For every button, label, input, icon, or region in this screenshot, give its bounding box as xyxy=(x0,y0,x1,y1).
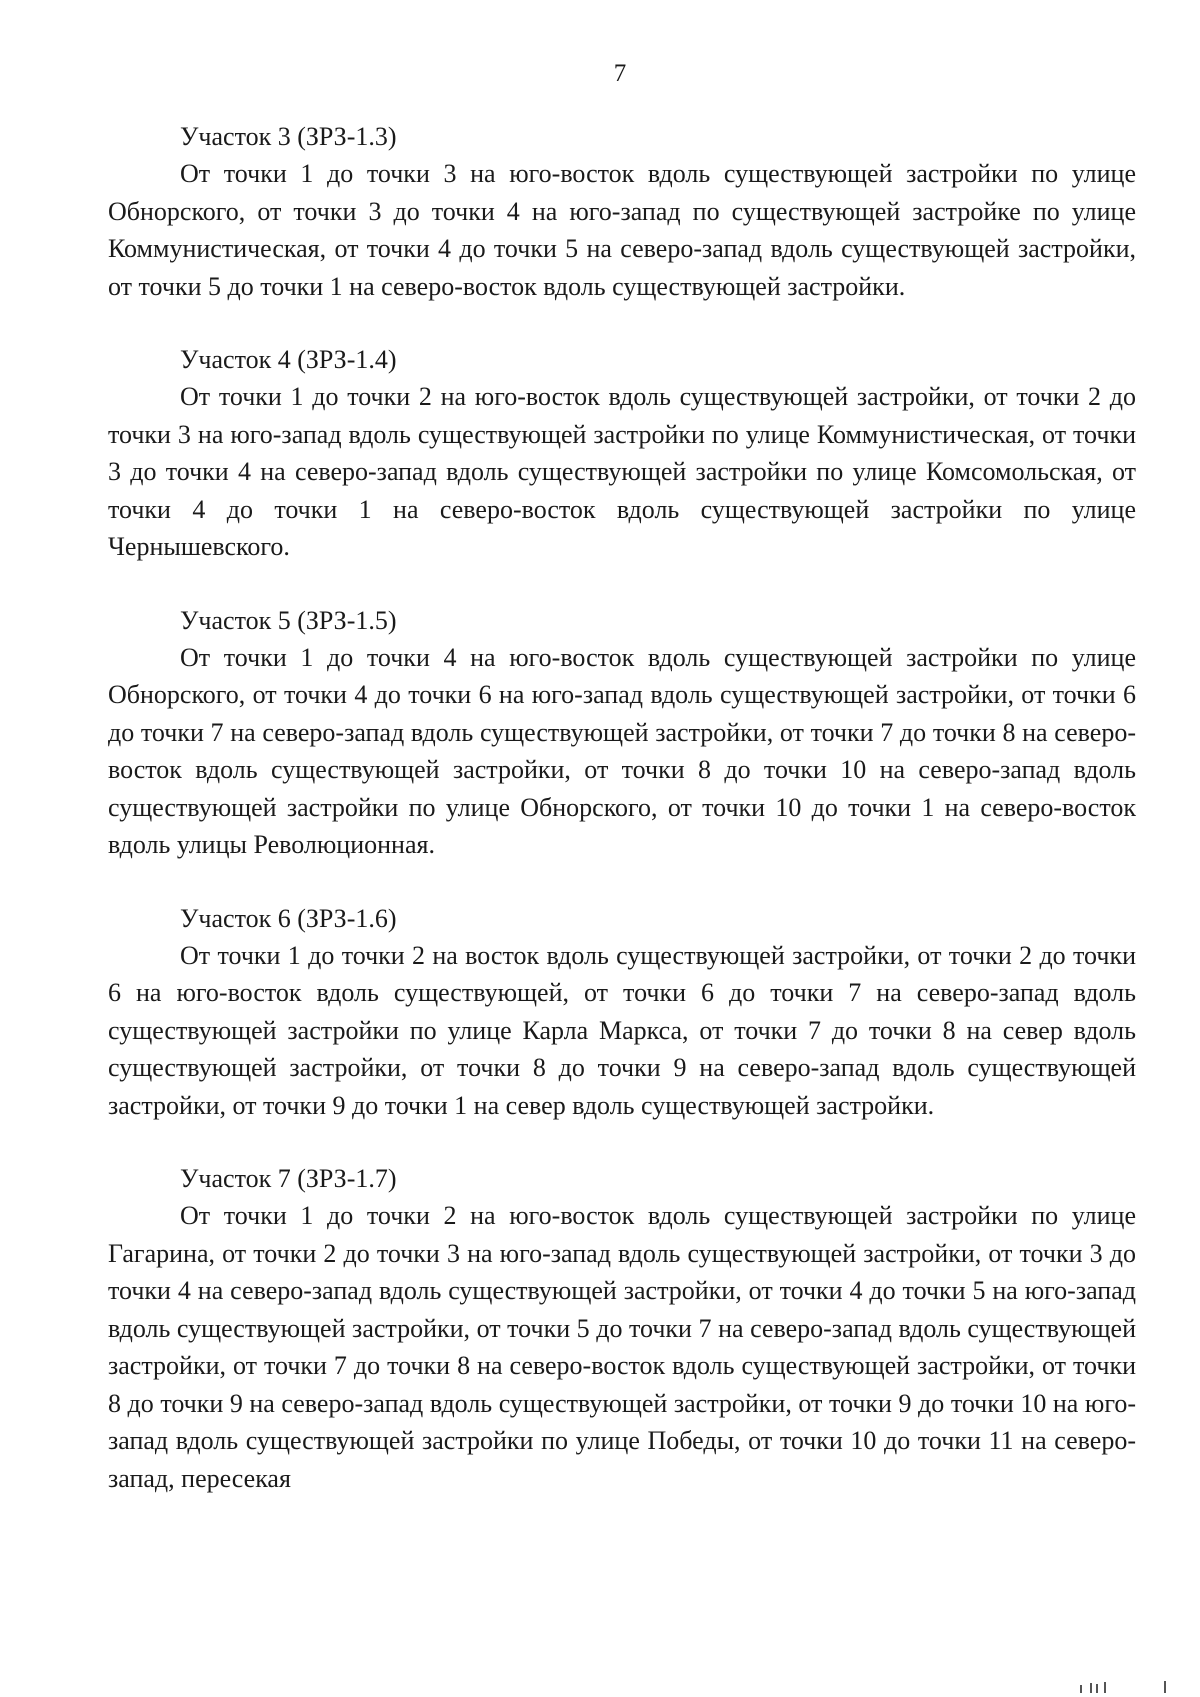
section-body: От точки 1 до точки 2 на юго-восток вдоль существующей застройки, от точки 2 до точки 3 на юго-запад вдоль существующей застройки по улице Коммунистическая, от точки 3 до точки 4 на северо-запад вдоль существующей застройки по улице Комсомольская, от точки 4 до точки 1 на северо-восток вдоль существующей застройки по улице Чернышевского. xyxy=(108,382,1136,561)
section-plot-5 xyxy=(108,602,1136,864)
section-plot-3 xyxy=(108,118,1136,305)
scan-artifact-marks xyxy=(1060,1677,1180,1697)
section-plot-7 xyxy=(108,1160,1136,1497)
section-heading: Участок 6 (ЗРЗ-1.6) xyxy=(180,903,397,933)
section-plot-6 xyxy=(108,900,1136,1125)
section-body: От точки 1 до точки 2 на восток вдоль существующей застройки, от точки 2 до точки 6 на юго-восток вдоль существующей, от точки 6 до точки 7 на северо-запад вдоль существующей застройки по улице Карла Маркса, от точки 7 до точки 8 на север вдоль существующей застройки, от точки 8 до точки 9 на северо-запад вдоль существующей застройки, от точки 9 до точки 1 на север вдоль существующей застройки. xyxy=(108,940,1136,1120)
section-body: От точки 1 до точки 4 на юго-восток вдоль существующей застройки по улице Обнорского, от точки 4 до точки 6 на юго-запад вдоль существующей застройки, от точки 6 до точки 7 на северо-запад вдоль существующей застройки, от точки 7 до точки 8 на северо-восток вдоль существующей застройки, от точки 8 до точки 10 на северо-запад вдоль существующей застройки по улице Обнорского, от точки 10 до точки 1 на северо-восток вдоль улицы Революционная. xyxy=(108,642,1136,859)
section-heading: Участок 4 (ЗРЗ-1.4) xyxy=(180,345,397,374)
document-content xyxy=(108,118,1136,1533)
section-heading: Участок 5 (ЗРЗ-1.5) xyxy=(180,605,397,635)
section-heading: Участок 3 (ЗРЗ-1.3) xyxy=(180,122,397,151)
section-plot-4 xyxy=(108,341,1136,566)
section-body: От точки 1 до точки 3 на юго-восток вдоль существующей застройки по улице Обнорского, от точки 3 до точки 4 на юго-запад по существующей застройке по улице Коммунистическая, от точки 4 до точки 5 на северо-запад вдоль существующей застройки, от точки 5 до точки 1 на северо-восток вдоль существующей застройки. xyxy=(108,159,1136,301)
section-heading: Участок 7 (ЗРЗ-1.7) xyxy=(180,1164,397,1193)
page-number: 7 xyxy=(613,60,627,87)
section-body: От точки 1 до точки 2 на юго-восток вдоль существующей застройки по улице Гагарина, от точки 2 до точки 3 на юго-запад вдоль существующей застройки, от точки 3 до точки 4 на северо-запад вдоль существующей застройки, от точки 4 до точки 5 на юго-запад вдоль существующей застройки, от точки 5 до точки 7 на северо-запад вдоль существующей застройки, от точки 7 до точки 8 на северо-восток вдоль существующей застройки, от точки 8 до точки 9 на северо-запад вдоль существующей застройки, от точки 9 до точки 10 на юго-запад вдоль существующей застройки по улице Победы, от точки 10 до точки 11 на северо-запад, пересекая xyxy=(108,1201,1136,1493)
